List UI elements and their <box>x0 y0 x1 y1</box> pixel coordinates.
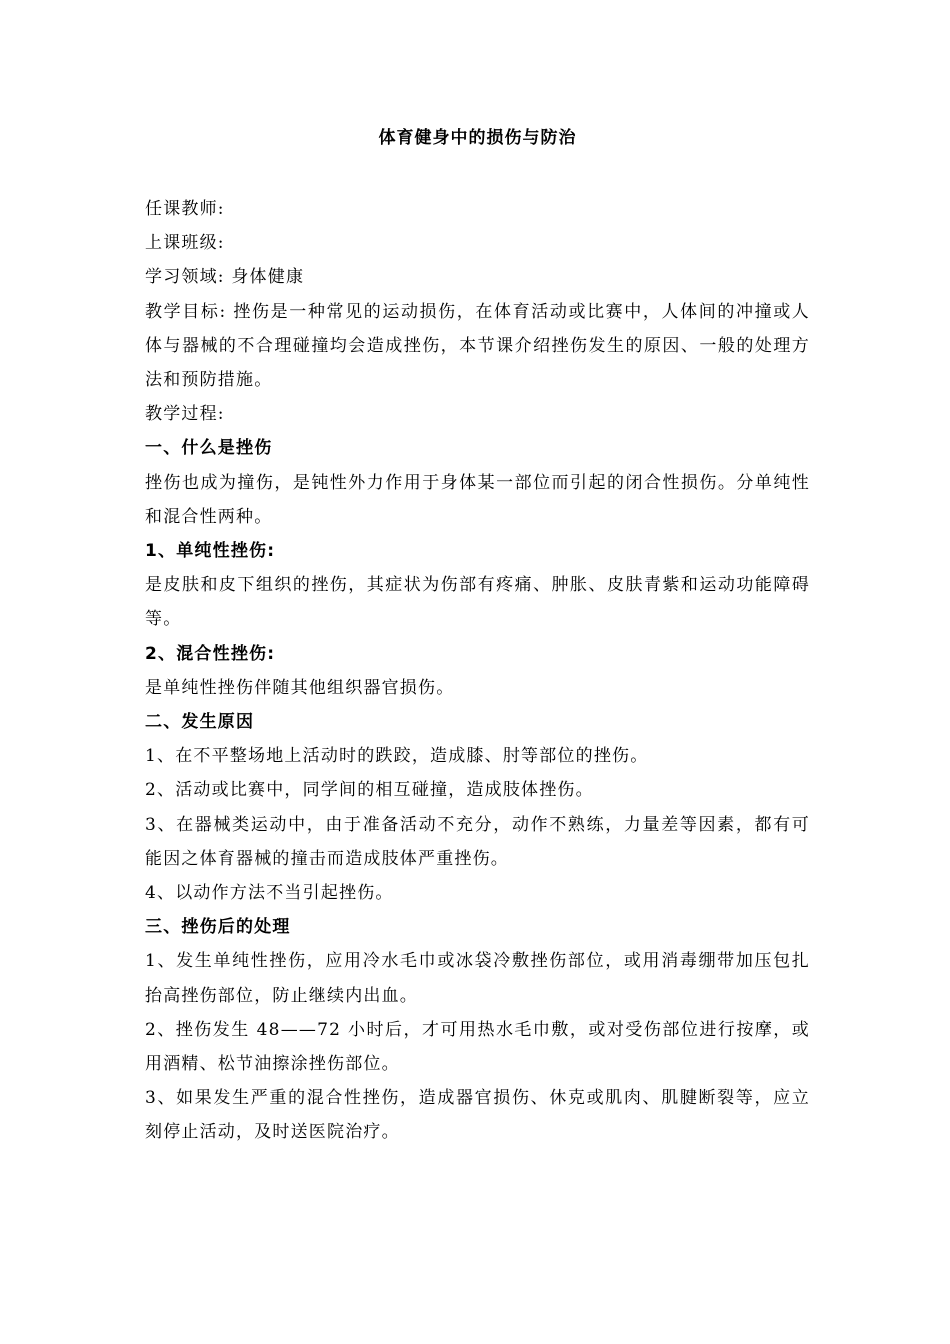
teacher-line: 任课教师: <box>145 199 225 219</box>
domain-value: 身体健康 <box>231 267 305 288</box>
domain-line <box>145 260 810 294</box>
section2-item: 4、以动作方法不当引起挫伤。 <box>145 883 394 904</box>
section1-sub2-heading: 2、混合性挫伤: <box>145 643 276 664</box>
section2-heading: 二、发生原因 <box>145 712 255 733</box>
section2-item: 2、活动或比赛中，同学间的相互碰撞，造成肢体挫伤。 <box>145 780 594 801</box>
domain-label: 学习领域: <box>145 267 225 288</box>
section2-item: 3、在器械类运动中，由于准备活动不充分，动作不熟练，力量差等因素，都有可能因之体育器械的撞击而造成肢体严重挫伤。 <box>145 814 810 869</box>
section1-sub1-text: 是皮肤和皮下组织的挫伤，其症状为伤部有疼痛、肿胀、皮肤青紫和运动功能障碍等。 <box>145 575 810 630</box>
section1-intro: 挫伤也成为撞伤，是钝性外力作用于身体某一部位而引起的闭合性损伤。分单纯性和混合性两种。 <box>145 472 810 527</box>
section3-heading: 三、挫伤后的处理 <box>145 917 291 938</box>
section2-item: 1、在不平整场地上活动时的跌跤，造成膝、肘等部位的挫伤。 <box>145 746 649 767</box>
document-body <box>145 192 810 1150</box>
goal-paragraph <box>145 295 810 398</box>
goal-text: 挫伤是一种常见的运动损伤，在体育活动或比赛中，人体间的冲撞或人体与器械的不合理碰撞均会造成挫伤，本节课介绍挫伤发生的原因、一般的处理方法和预防措施。 <box>145 301 811 391</box>
section1-sub1-heading: 1、单纯性挫伤: <box>145 541 276 562</box>
goal-label: 教学目标: <box>145 301 227 322</box>
section3-item: 2、挫伤发生 48——72 小时后，才可用热水毛巾敷，或对受伤部位进行按摩，或用酒精、松节油擦涂挫伤部位。 <box>145 1019 810 1075</box>
section1-sub2-text: 是单纯性挫伤伴随其他组织器官损伤。 <box>145 677 455 698</box>
section1-heading: 一、什么是挫伤 <box>145 438 273 459</box>
section3-item: 1、发生单纯性挫伤，应用冷水毛巾或冰袋冷敷挫伤部位，或用消毒绷带加压包扎抬高挫伤部位，防止继续内出血。 <box>145 951 810 1006</box>
section3-item: 3、如果发生严重的混合性挫伤，造成器官损伤、休克或肌肉、肌腱断裂等，应立刻停止活动，及时送医院治疗。 <box>145 1088 810 1143</box>
document-title: 体育健身中的损伤与防治 <box>378 128 577 148</box>
process-line: 教学过程: <box>145 404 225 425</box>
class-line: 上课班级: <box>145 233 225 254</box>
